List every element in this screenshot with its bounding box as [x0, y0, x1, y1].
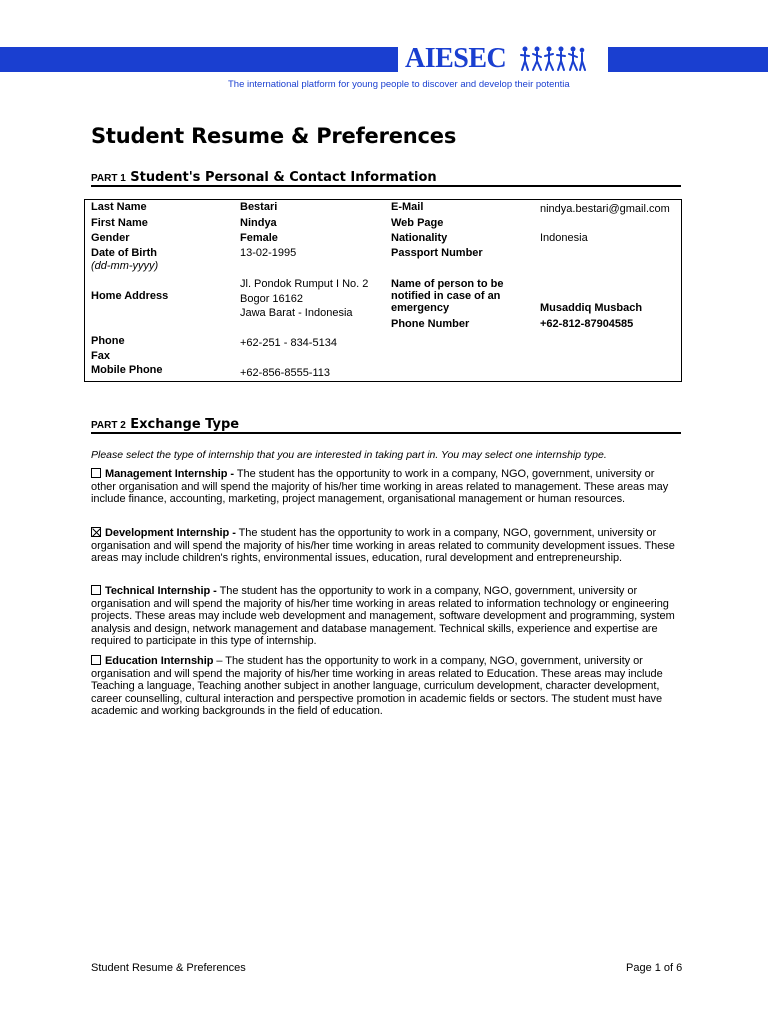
mobile-label: Mobile Phone: [91, 364, 163, 376]
people-figures-icon: [520, 46, 586, 72]
technical-label: Technical Internship -: [105, 585, 217, 597]
part1-number: PART 1: [91, 173, 126, 184]
email-label: E-Mail: [391, 201, 424, 213]
page-title: Student Resume & Preferences: [91, 124, 457, 148]
nationality-value: Indonesia: [540, 232, 588, 244]
address-line-1: Jl. Pondok Rumput I No. 2: [240, 278, 369, 290]
part2-rule: [91, 432, 681, 434]
address-label: Home Address: [91, 290, 169, 302]
personal-info-table: [84, 199, 682, 382]
dob-format: (dd-mm-yyyy): [91, 260, 159, 272]
development-checkbox[interactable]: [91, 527, 101, 537]
education-label: Education Internship: [105, 655, 214, 667]
dob-label: Date of Birth: [91, 247, 157, 259]
footer-title: Student Resume & Preferences: [91, 962, 246, 974]
part1-heading: [91, 168, 437, 186]
exchange-intro: Please select the type of internship that you are interested in taking part in. You may select one internship type.: [91, 449, 607, 461]
dob-value: 13-02-1995: [240, 247, 297, 259]
webpage-label: Web Page: [391, 217, 444, 229]
emergency-phone-value: +62-812-87904585: [540, 318, 634, 330]
emergency-name: Musaddiq Musbach: [540, 302, 643, 314]
phone-value: +62-251 - 834-5134: [240, 337, 337, 349]
gender-value: Female: [240, 232, 278, 244]
aiesec-logo: AIESEC: [405, 43, 507, 74]
fax-label: Fax: [91, 350, 110, 362]
part2-number: PART 2: [91, 420, 126, 431]
education-text: – The student has the opportunity to work in a company, NGO, government, university or organisation and will spend the majority of his/her time working in areas related to Education. These areas may include Teaching a language, Teaching another subject in another language, curriculum development, character development, career counselling, cultural interaction and perspective promotion in academic fields or sectors. The student must have academic and working backgrounds in the field of education.: [91, 655, 663, 718]
emergency-label-1: Name of person to be: [391, 278, 504, 290]
header-bar: [0, 47, 768, 72]
last-name-value: Bestari: [240, 201, 278, 213]
phone-label: Phone: [91, 335, 125, 347]
option-management: [91, 468, 681, 506]
nationality-label: Nationality: [391, 232, 448, 244]
technical-checkbox[interactable]: [91, 585, 101, 595]
development-label: Development Internship -: [105, 527, 236, 539]
first-name-label: First Name: [91, 217, 148, 229]
gender-label: Gender: [91, 232, 130, 244]
page-number: Page 1 of 6: [626, 962, 683, 974]
address-line-2: Bogor 16162: [240, 293, 303, 305]
emergency-phone-label: Phone Number: [391, 318, 470, 330]
part1-title: Student's Personal & Contact Information: [130, 170, 437, 185]
mobile-value: +62-856-8555-113: [240, 367, 331, 379]
option-education: [91, 655, 681, 718]
part2-heading: [91, 415, 239, 433]
part2-title: Exchange Type: [130, 417, 240, 432]
development-text: The student has the opportunity to work in a company, NGO, government, university or organisation and will spend the majority of his/her time working in areas related to community development issues. These areas may include children's rights, environmental issues, education, rural development and entrepreneurship.: [91, 527, 675, 565]
management-text: The student has the opportunity to work in a company, NGO, government, university or other organisation and will spend the majority of his/her time working in areas related to management. These areas may include finance, accounting, marketing, project management, organisational management or human resources.: [91, 468, 669, 506]
technical-text: The student has the opportunity to work in a company, NGO, government, university or organisation and will spend the majority of his/her time working in areas related to information technology or engineering projects. These areas may include web development and management, software development and programming, system analysis and design, network management and database management. Technical skills, experience and expertise are required to participate in this type of internship.: [91, 585, 675, 648]
education-checkbox[interactable]: [91, 655, 101, 665]
part1-rule: [91, 185, 681, 187]
option-technical: [91, 585, 681, 648]
emergency-label-2: notified in case of an: [391, 290, 501, 302]
address-line-3: Jawa Barat - Indonesia: [240, 307, 353, 319]
email-value: nindya.bestari@gmail.com: [540, 203, 670, 215]
management-label: Management Internship -: [105, 468, 235, 480]
first-name-value: Nindya: [240, 217, 277, 229]
emergency-label-3: emergency: [391, 302, 450, 314]
tagline: The international platform for young people to discover and develop their potentia: [228, 79, 570, 90]
passport-label: Passport Number: [391, 247, 483, 259]
last-name-label: Last Name: [91, 201, 147, 213]
option-development: [91, 527, 681, 565]
management-checkbox[interactable]: [91, 468, 101, 478]
